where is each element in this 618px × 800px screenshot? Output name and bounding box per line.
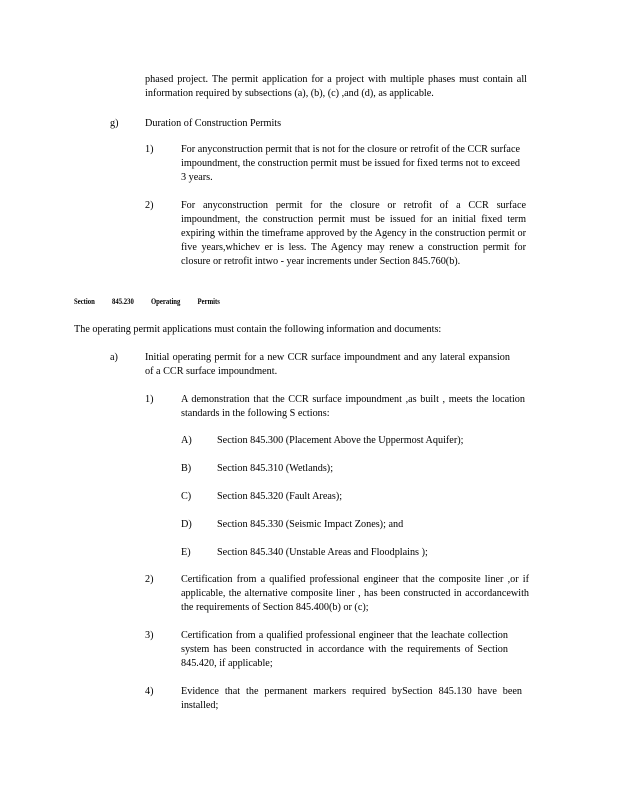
item-B-label: B) bbox=[181, 463, 192, 474]
item-E-label: E) bbox=[181, 547, 191, 558]
item-g1-text: For anyconstruction permit that is not for the closure or retrofit of the CCR surface impoundment, the construction permit must be issued for fixed terms not to exceed 3 years. bbox=[181, 144, 520, 183]
intro-paragraph: phased project. The permit application for a project with multiple phases must contain all information required by subsections (a), (b), (c) ,and (d), as applicable. bbox=[145, 74, 527, 99]
section-title-word-2: Permits bbox=[197, 296, 220, 306]
item-g2-label: 2) bbox=[145, 200, 154, 211]
section-label: Section bbox=[74, 296, 95, 306]
item-C-text: Section 845.320 (Fault Areas); bbox=[217, 491, 343, 502]
item-a4-label: 4) bbox=[145, 686, 154, 697]
item-a3-label: 3) bbox=[145, 630, 154, 641]
item-E-text: Section 845.340 (Unstable Areas and Floodplains ); bbox=[217, 547, 428, 558]
item-a-text: Initial operating permit for a new CCR surface impoundment and any lateral expansion of a CCR surface impoundment. bbox=[145, 352, 510, 377]
item-A-text: Section 845.300 (Placement Above the Uppermost Aquifer); bbox=[217, 435, 464, 446]
item-B-text: Section 845.310 (Wetlands); bbox=[217, 463, 334, 474]
item-a1-text: A demonstration that the CCR surface impoundment ,as built , meets the location standards in the following S ections: bbox=[181, 394, 525, 419]
section-number: 845.230 bbox=[112, 296, 134, 306]
item-a-label: a) bbox=[110, 352, 118, 363]
item-g2-text: For anyconstruction permit for the closure or retrofit of a CCR surface impoundment, the construction permit must be issued for an initial fixed term expiring within the timeframe approved by the Agency in the construction permit or five years,whichev er is less. The Agency may renew a construction permit for closure or retrofit intwo - year increments under Section 845.760(b). bbox=[181, 200, 526, 267]
section-heading bbox=[74, 296, 237, 306]
item-C-label: C) bbox=[181, 491, 192, 502]
item-D-text: Section 845.330 (Seismic Impact Zones); and bbox=[217, 519, 404, 530]
item-D-label: D) bbox=[181, 519, 192, 530]
section-intro: The operating permit applications must contain the following information and documents: bbox=[74, 324, 442, 335]
item-a1-label: 1) bbox=[145, 394, 154, 405]
item-a4-text: Evidence that the permanent markers required bySection 845.130 have been installed; bbox=[181, 686, 522, 711]
item-g-label: g) bbox=[110, 118, 119, 129]
item-a2-text: Certification from a qualified professional engineer that the composite liner ,or if applicable, the alternative composite liner , has been constructed in accordancewith the requirements of Section 845.400(b) or (c); bbox=[181, 574, 529, 613]
item-a2-label: 2) bbox=[145, 574, 154, 585]
item-g1-label: 1) bbox=[145, 144, 154, 155]
item-g-heading: Duration of Construction Permits bbox=[145, 118, 282, 129]
item-A-label: A) bbox=[181, 435, 192, 446]
section-title-word-1: Operating bbox=[150, 296, 181, 306]
item-a3-text: Certification from a qualified professional engineer that the leachate collection system has been constructed in accordance with the requirements of Section 845.420, if applicable; bbox=[181, 630, 508, 669]
